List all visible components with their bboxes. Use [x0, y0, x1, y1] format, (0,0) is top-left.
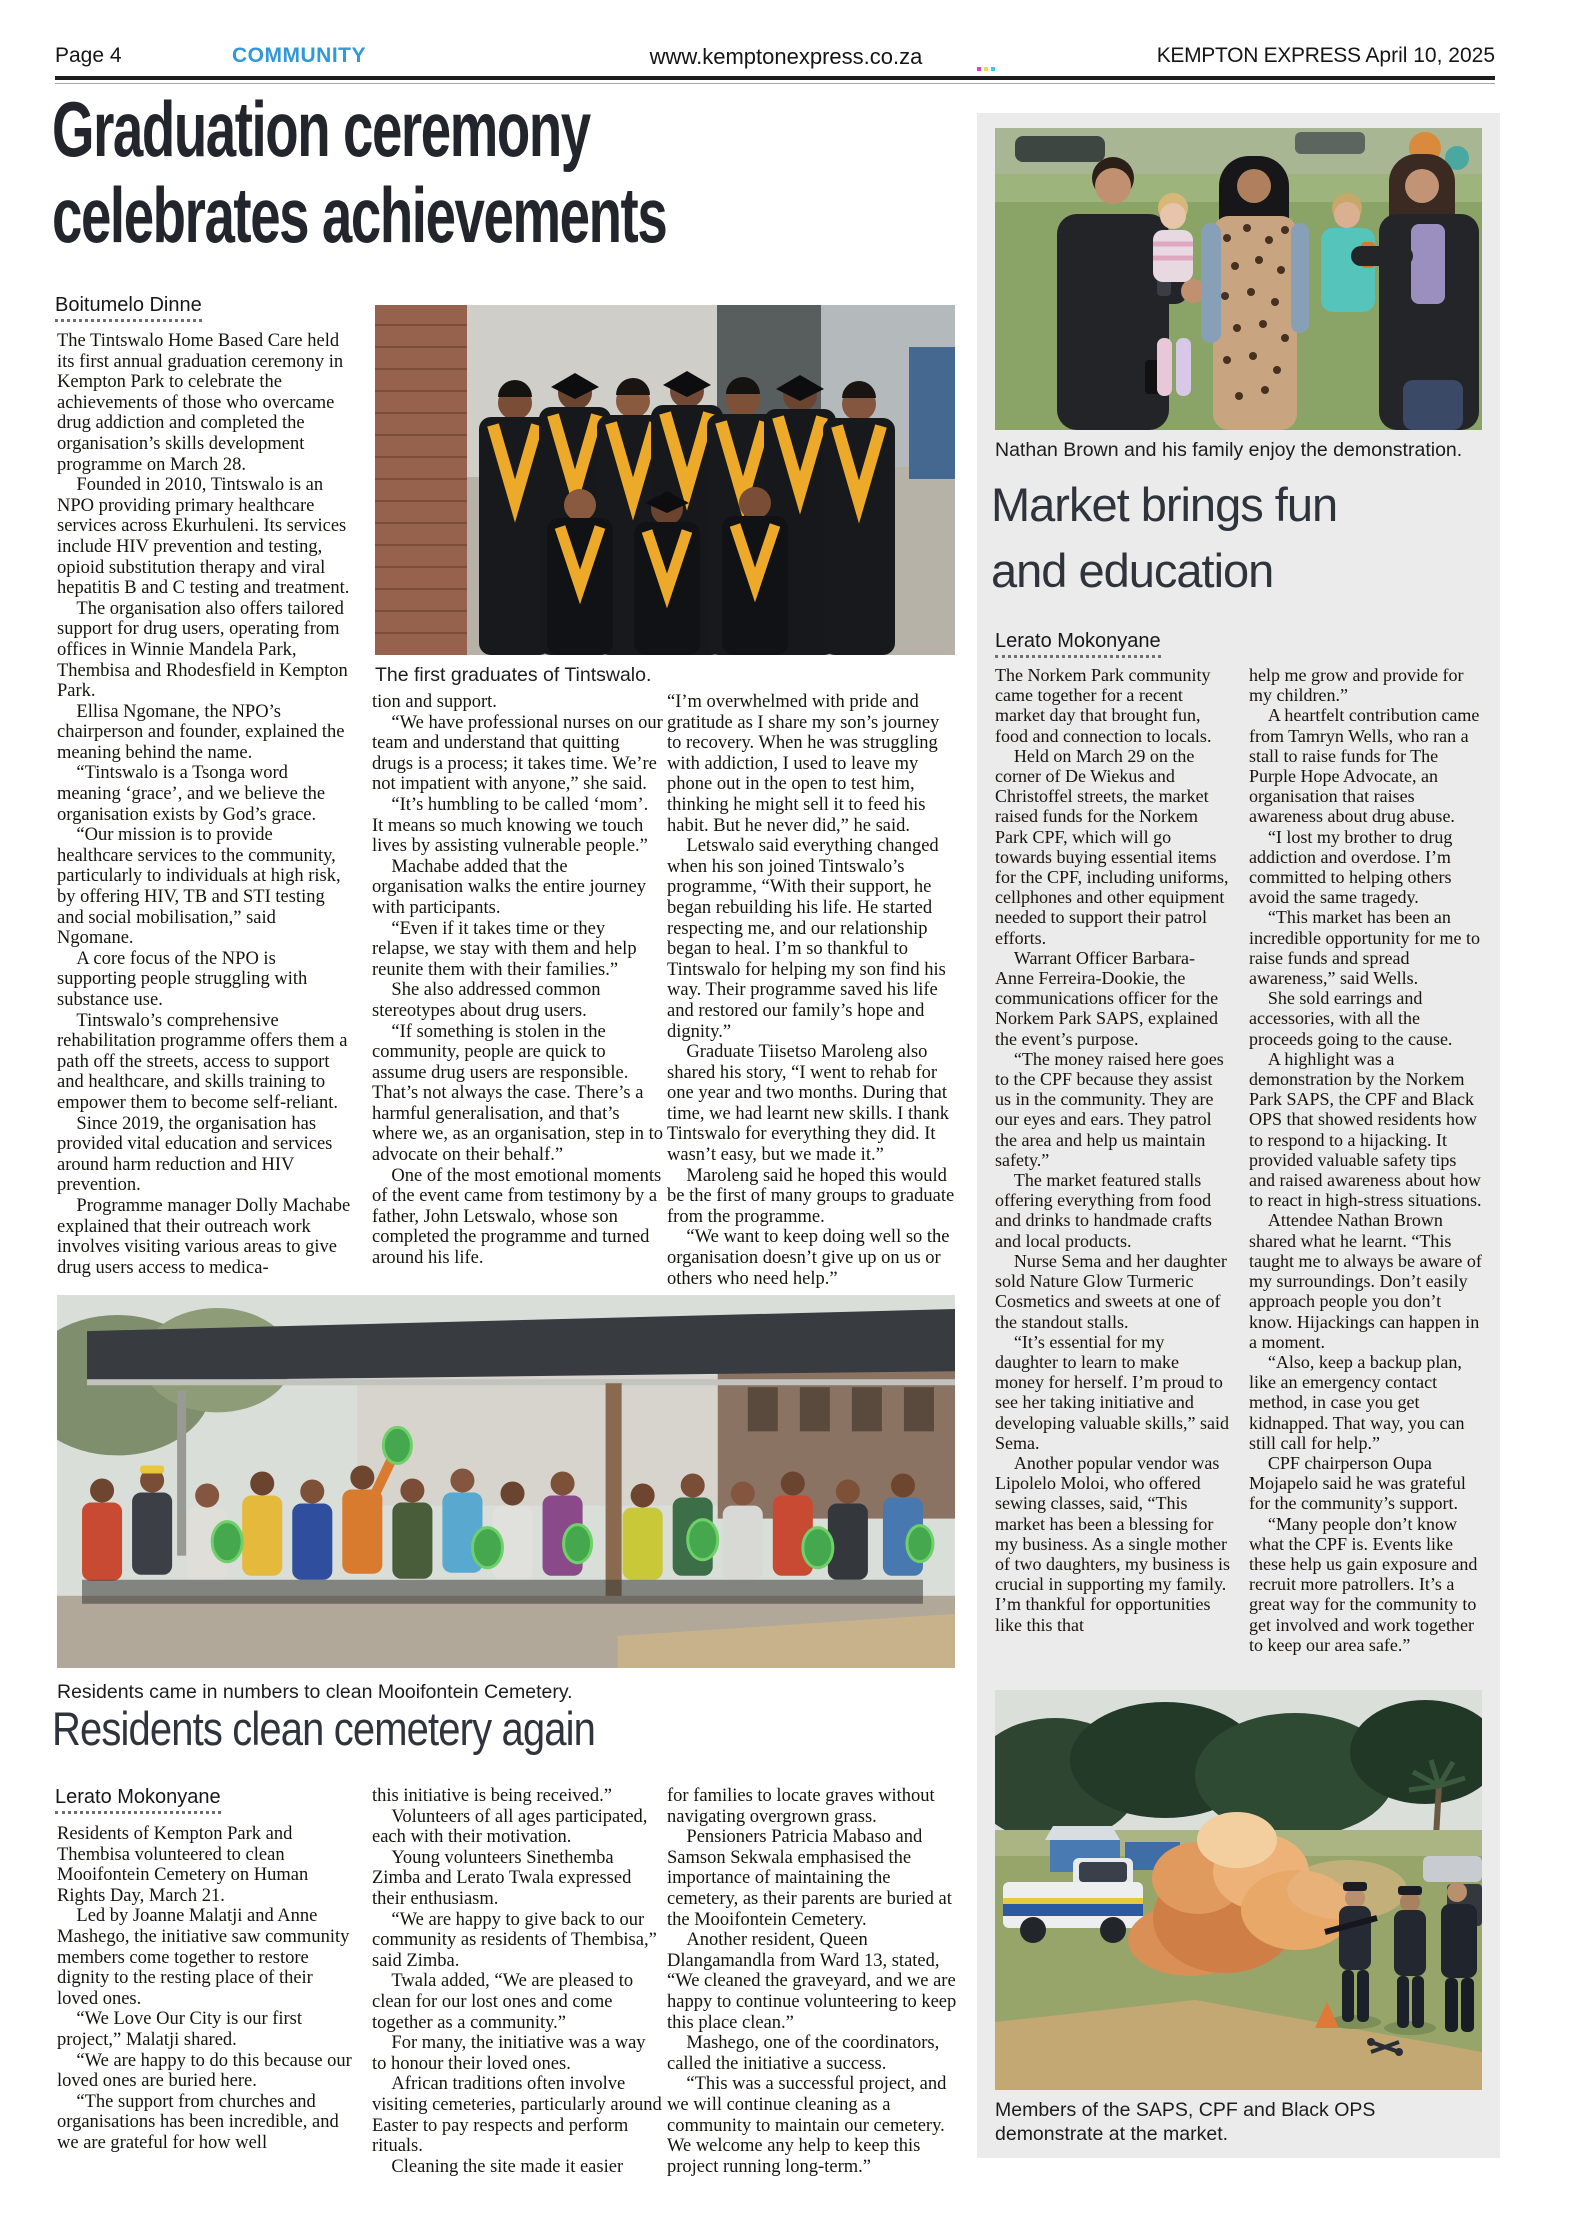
paragraph: Warrant Officer Barbara-Anne Ferreira-Dookie, the communications officer for the Norkem Park SAPS, explained the event’s purpose. [995, 947, 1219, 1049]
family-photo-caption: Nathan Brown and his family enjoy the demonstration. [995, 439, 1463, 461]
paragraph: Volunteers of all ages participated, each with their motivation. [372, 1806, 648, 1848]
family-photo-illustration [995, 128, 1482, 430]
paragraph: “If something is stolen in the community, people are quick to assume drug users are responsible. That’s not always the case. There’s a harmful generalisation, and that’s where we, as an organisation, step in to advocate on their behalf.” [372, 1021, 663, 1166]
market-column-2 [1249, 665, 1483, 1677]
graduation-photo-illustration [375, 305, 955, 655]
reg-dot-yellow [984, 67, 988, 71]
paragraph: “The money raised here goes to the CPF because they assist us in the community. They are our eyes and ears. They patrol the area and help us maintain safety.” [995, 1048, 1224, 1170]
paragraph: One of the most emotional moments of the event came from testimony by a father, John Letswalo, whose son completed the programme and turned around his life. [372, 1165, 662, 1269]
paragraph: CPF chairperson Oupa Mojapelo said he was grateful for the community’s support. [1249, 1452, 1466, 1514]
paragraph: Cleaning the site made it easier [391, 2156, 624, 2177]
paragraph: “Tintswalo is a Tsonga word meaning ‘grace’, and we believe the organisation exists by God’s grace. [57, 763, 326, 825]
paragraph: Twala added, “We are pleased to clean for our lost ones and come together as a community.” [372, 1971, 634, 2033]
paragraph: Programme manager Dolly Machabe explained that their outreach work involves visiting various areas to give drug users access to medica- [57, 1195, 351, 1278]
saps-photo-caption: Members of the SAPS, CPF and Black OPS demonstrate at the market. [995, 2099, 1376, 2145]
paragraph: “Even if it takes time or they relapse, we stay with them and help reunite them with their families.” [372, 918, 637, 980]
paragraph: A highlight was a demonstration by the Norkem Park SAPS, the CPF and Black OPS that showed residents how to respond to a hijacking. It provided valuable safety tips and raised awareness about how to react in high-stress situations. [1249, 1048, 1482, 1211]
paragraph: “This was a successful project, and we will continue cleaning as a community to maintain our cemetery. We welcome any help to keep this project running long-term.” [667, 2074, 947, 2177]
reg-dot-magenta [977, 67, 981, 71]
cemetery-headline: Residents clean cemetery again [52, 1702, 595, 1755]
paragraph: Machabe added that the organisation walks the entire journey with participants. [372, 856, 647, 918]
headline-line2: celebrates achievements [52, 171, 667, 259]
paragraph: Mashego, one of the coordinators, called the initiative a success. [667, 2033, 940, 2074]
paragraph: “The support from churches and organisations has been incredible, and we are grateful for how well [57, 2091, 339, 2153]
paragraph: “I’m overwhelmed with pride and gratitude as I share my son’s journey to recovery. When he was struggling with addiction, I used to leave my phone out in the open to test him, thinking he might sell it to feed his habit. But he never did,” he said. [667, 692, 940, 836]
cemetery-column-2 [372, 1786, 663, 2224]
cemetery-photo-caption: Residents came in numbers to clean Mooifontein Cemetery. [57, 1681, 573, 1703]
market-byline: Lerato Mokonyane [995, 630, 1161, 658]
cemetery-photo [57, 1295, 955, 1668]
paragraph: “We want to keep doing well so the organisation doesn’t give up on us or others who need help.” [667, 1227, 950, 1289]
paragraph: Maroleng said he hoped this would be the first of many groups to graduate from the programme. [667, 1165, 955, 1227]
website-url: www.kemptonexpress.co.za [649, 44, 923, 69]
cemetery-column-1 [57, 1824, 353, 2224]
paragraph: Residents of Kempton Park and Thembisa volunteered to clean Mooifontein Cemetery on Human Rights Day, March 21. [57, 1824, 309, 1906]
paragraph: “We Love Our City is our first project,” Malatji shared. [57, 2009, 303, 2050]
paragraph: The market featured stalls offering everything from food and drinks to handmade crafts and local products. [995, 1170, 1212, 1251]
paragraph: this initiative is being received.” [372, 1786, 612, 1806]
paragraph: tion and support. [372, 692, 497, 712]
graduation-photo [375, 305, 955, 655]
graduation-photo-caption: The first graduates of Tintswalo. [375, 664, 652, 686]
paragraph: Another popular vendor was Lipolelo Moloi, who offered sewing classes, said, “This market has been a blessing for my business. As a single mother of two daughters, my business is crucial in supporting my family. I’m thankful for opportunities like this that [995, 1452, 1230, 1635]
paragraph: Pensioners Patricia Mabaso and Samson Sekwala emphasised the importance of maintaining the cemetery, as their parents are buried at the Mooifontein Cemetery. [667, 1827, 952, 1930]
graduation-column-1 [57, 331, 353, 1306]
print-registration-marks [977, 67, 995, 71]
paragraph: Young volunteers Sinethemba Zimba and Lerato Twala expressed their enthusiasm. [372, 1847, 632, 1909]
section-label: COMMUNITY [232, 44, 366, 67]
paragraph: “Also, keep a backup plan, like an emergency contact method, in case you get kidnapped. That way, you can still call for help.” [1249, 1351, 1465, 1453]
paragraph: “This market has been an incredible opportunity for me to raise funds and spread awareness,” said Wells. [1249, 907, 1480, 989]
cemetery-byline: Lerato Mokonyane [55, 1786, 221, 1814]
paragraph: “We are happy to give back to our community as residents of Thembisa,” said Zimba. [372, 1909, 657, 1971]
masthead-date [1157, 44, 1495, 68]
cemetery-photo-illustration [57, 1295, 955, 1668]
header-rule-shadow [55, 83, 1495, 84]
masthead: KEMPTON EXPRESS [1156, 44, 1361, 67]
paragraph: “Many people don’t know what the CPF is. Events like these help us gain exposure and recruit more patrollers. It’s a great way for the community to get involved and work together to keep our area safe.” [1249, 1513, 1478, 1655]
headline-line1: Graduation ceremony [52, 85, 590, 173]
market-headline-line1: Market brings fun [991, 478, 1338, 531]
graduation-column-2 [372, 692, 663, 1308]
paragraph: “We are happy to do this because our loved ones are buried here. [57, 2050, 352, 2092]
saps-demo-photo [995, 1690, 1482, 2090]
saps-demo-photo-illustration [995, 1690, 1482, 2090]
issue-date: April 10, 2025 [1365, 44, 1495, 67]
paragraph: “I lost my brother to drug addiction and overdose. I’m committed to helping others avoid the same tragedy. [1249, 826, 1453, 908]
cemetery-column-3 [667, 1786, 958, 2224]
page-number: Page 4 [55, 44, 122, 67]
paragraph: She also addressed common stereotypes about drug users. [372, 980, 601, 1021]
paragraph: For many, the initiative was a way to honour their loved ones. [372, 2033, 646, 2074]
paragraph: African traditions often involve visiting cemeteries, particularly around Easter to pay respects and perform rituals. [372, 2074, 662, 2157]
graduation-column-3 [667, 692, 958, 1308]
paragraph: “It’s humbling to be called ‘mom’. It means so much knowing we touch lives by assisting vulnerable people.” [372, 794, 649, 857]
paragraph: “It’s essential for my daughter to learn to make money for herself. I’m proud to see her taking initiative and developing valuable skills,” said Sema. [995, 1331, 1229, 1453]
paragraph: Tintswalo’s comprehensive rehabilitation programme offers them a path off the streets, access to support and healthcare, and skills training to empower them to become self-reliant. [57, 1010, 348, 1113]
paragraph: She sold earrings and accessories, with all the proceeds going to the cause. [1249, 988, 1453, 1049]
reg-dot-cyan [991, 67, 995, 71]
market-headline [991, 472, 1491, 604]
paragraph: Led by Joanne Malatji and Anne Mashego, the initiative saw community members come together to restore dignity to the resting place of their loved ones. [57, 1906, 350, 2009]
paragraph: Another resident, Queen Dlangamandla from Ward 13, stated, “We cleaned the graveyard, and we are happy to continue volunteering to keep this place clean.” [667, 1930, 957, 2033]
paragraph: help me grow and provide for my children.” [1249, 665, 1464, 706]
graduation-byline: Boitumelo Dinne [55, 294, 202, 322]
paragraph: Since 2019, the organisation has provided vital education and services around harm reduction and HIV prevention. [57, 1113, 333, 1196]
paragraph: The Tintswalo Home Based Care held its first annual graduation ceremony in Kempton Park to celebrate the achievements of those who overcame drug addiction and completed the organisation’s skills development programme on March 28. [57, 331, 344, 475]
family-photo [995, 128, 1482, 430]
paragraph: “Our mission is to provide healthcare services to the community, particularly to individuals at high risk, by offering HIV, TB and STI testing and social mobilisation,” said Ngomane. [57, 825, 341, 949]
graduation-headline [52, 86, 710, 258]
paragraph: Attendee Nathan Brown shared what he learnt. “This taught me to always be aware of my surroundings. Don’t easily approach people you don’t know. Hijackings can happen in a moment. [1249, 1210, 1482, 1352]
paragraph: Ellisa Ngomane, the NPO’s chairperson and founder, explained the meaning behind the name. [57, 701, 345, 763]
paragraph: “We have professional nurses on our team and understand that quitting drugs is a process; it takes time. We’re not impatient with anyone,” she said. [372, 712, 663, 795]
paragraph: A heartfelt contribution came from Tamryn Wells, who ran a stall to raise funds for The Purple Hope Advocate, an organisation that raises awareness about drug abuse. [1249, 705, 1480, 827]
paragraph: Graduate Tiisetso Maroleng also shared his story, “I went to rehab for one year and two months. During that time, we had learnt new skills. I thank Tintswalo for everything they did. It wasn’t easy, but we made it.” [667, 1042, 950, 1166]
paragraph: Held on March 29 on the corner of De Wiekus and Christoffel streets, the market raised funds for the Norkem Park CPF, which will go towards buying essential items for the CPF, including uniforms, cellphones and other equipment needed to support their patrol efforts. [995, 745, 1229, 948]
paragraph: A core focus of the NPO is supporting people struggling with substance use. [57, 948, 308, 1010]
market-column-1 [995, 665, 1231, 1677]
paragraph: The organisation also offers tailored support for drug users, operating from offices in Winnie Mandela Park, Thembisa and Rhodesfield in Kempton Park. [57, 598, 348, 702]
paragraph: Letswalo said everything changed when his son joined Tintswalo’s programme, “With their support, he began rebuilding his life. He started respecting me, and our relationship began to heal. I’m so thankful to Tintswalo for helping my son find his way. Their programme saved his life and restored our family’s hope and dignity.” [667, 836, 946, 1042]
paragraph: Nurse Sema and her daughter sold Nature Glow Turmeric Cosmetics and sweets at one of the standout stalls. [995, 1250, 1227, 1332]
paragraph: The Norkem Park community came together for a recent market day that brought fun, food and connection to locals. [995, 665, 1212, 746]
market-headline-line2: and education [991, 544, 1274, 597]
header-rule [55, 76, 1495, 80]
paragraph: for families to locate graves without navigating overgrown grass. [667, 1786, 935, 1827]
paragraph: Founded in 2010, Tintswalo is an NPO providing primary healthcare services across Ekurhuleni. Its services include HIV prevention and testing, opioid substitution therapy and viral hepatitis B and C testing and treatment. [57, 475, 350, 599]
